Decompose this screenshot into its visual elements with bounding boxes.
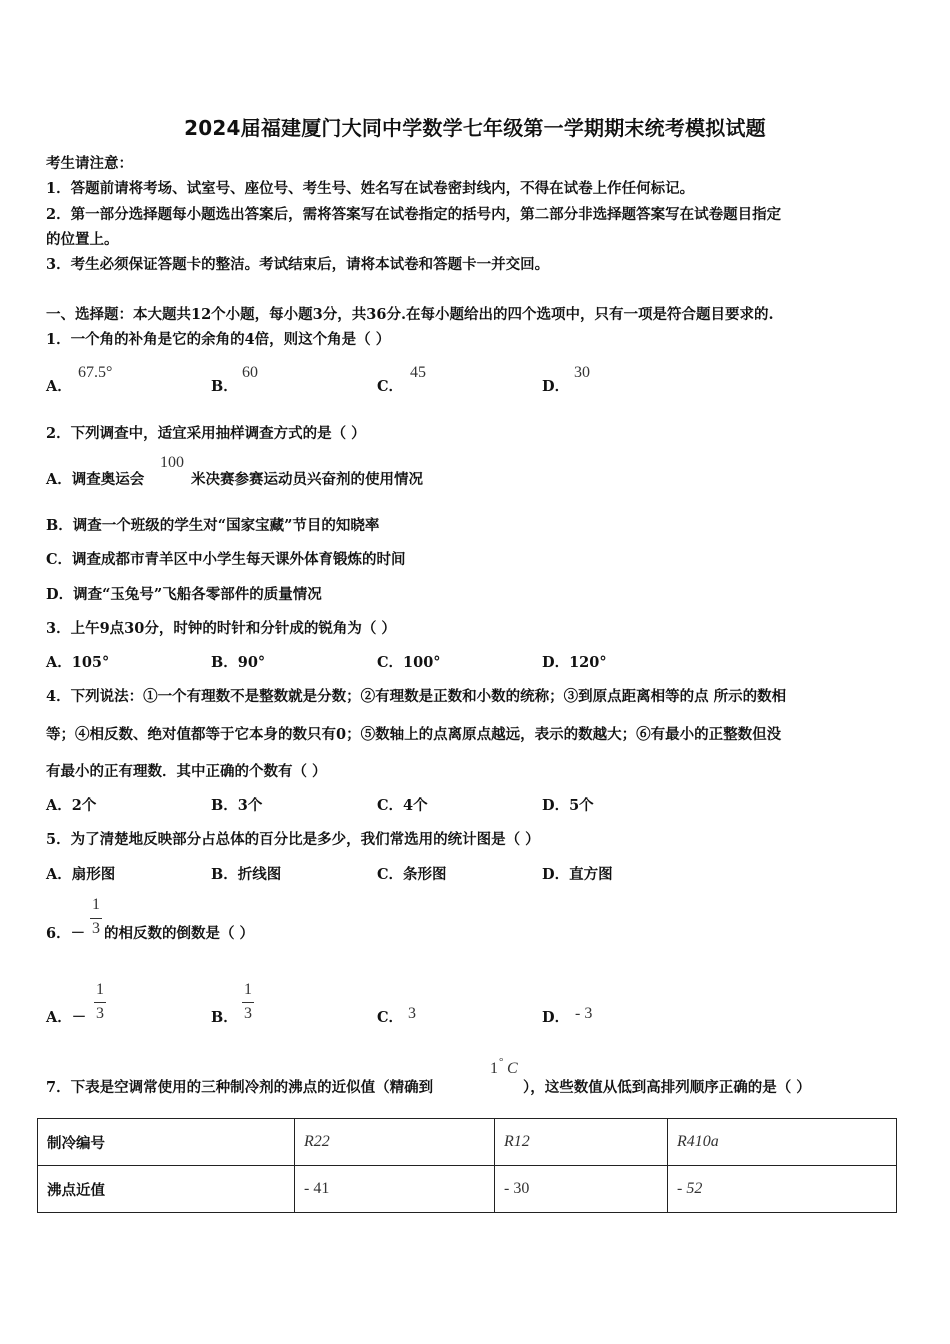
notice-item-2-cont: 的位置上。 — [46, 231, 119, 248]
q7-stem-start: 7．下表是空调常使用的三种制冷剂的沸点的近似值（精确到 — [46, 1079, 434, 1096]
q2-option-a-text: 米决赛参赛运动员兴奋剂的使用情况 — [191, 471, 423, 488]
q5-option-c: C．条形图 — [377, 866, 447, 883]
q2-option-a-label: A．调查奥运会 — [46, 471, 145, 488]
table-cell: R22 — [295, 1119, 495, 1166]
notice-item-1: 1．答题前请将考场、试室号、座位号、考生号、姓名写在试卷密封线内，不得在试卷上作任何标记。 — [46, 180, 695, 197]
table-cell: R12 — [495, 1119, 668, 1166]
q4-option-b: B．3个 — [211, 797, 263, 814]
q2-option-c: C．调查成都市青羊区中小学生每天课外体育锻炼的时间 — [46, 551, 406, 568]
section-heading: 一、选择题：本大题共12个小题，每小题3分，共36分.在每小题给出的四个选项中，只有一项是符合题目要求的. — [46, 306, 774, 323]
q6-option-c-label: C． — [377, 1009, 404, 1026]
q6-fraction-bar — [90, 918, 102, 919]
q4-option-d: D．5个 — [542, 797, 594, 814]
q5-option-d: D．直方图 — [542, 866, 613, 883]
q1-option-d-value: 30 — [574, 364, 590, 381]
notice-heading: 考生请注意： — [46, 155, 133, 172]
table-row — [38, 1166, 897, 1213]
q2-option-b: B．调查一个班级的学生对“国家宝藏”节目的知晓率 — [46, 517, 380, 534]
q6-option-a-label: A．－ — [46, 1009, 87, 1026]
q4-option-c: C．4个 — [377, 797, 428, 814]
q4-line-3: 有最小的正有理数．其中正确的个数有（ ） — [46, 763, 327, 780]
table-cell: - 30 — [495, 1166, 668, 1213]
notice-item-2: 2．第一部分选择题每小题选出答案后，需将答案写在试卷指定的括号内，第二部分非选择题答案写在试卷题目指定 — [46, 206, 782, 223]
q1-option-a-label: A． — [46, 378, 72, 395]
q6-option-a-fraction-bar — [94, 1002, 106, 1003]
q1-option-c-label: C． — [377, 378, 404, 395]
q3-option-a: A．105° — [46, 654, 110, 671]
q6-suffix: 的相反数的倒数是（ ） — [104, 925, 255, 942]
q6-option-d-value: - 3 — [575, 1005, 593, 1022]
q6-option-b-fraction-bar — [242, 1002, 254, 1003]
q7-unit-number: 1 — [490, 1060, 498, 1077]
q4-line-2: 等；④相反数、绝对值都等于它本身的数只有0；⑤数轴上的点离原点越远，表示的数越大；⑥有最小的正整数但没 — [46, 726, 782, 743]
table-header-cell: 制冷编号 — [38, 1119, 295, 1166]
q6-option-b-denominator: 3 — [244, 1005, 252, 1022]
q7-stem-end: ），这些数值从低到高排列顺序正确的是（ ） — [523, 1079, 811, 1096]
q7-unit-celsius: C — [507, 1060, 518, 1077]
refrigerant-table — [37, 1118, 897, 1213]
q2-option-d: D．调查“玉兔号”飞船各零部件的质量情况 — [46, 586, 322, 603]
table-cell: - 52 — [668, 1166, 897, 1213]
q4-line-1: 4．下列说法：①一个有理数不是整数就是分数；②有理数是正数和小数的统称；③到原点距离相等的点 所示的数相 — [46, 688, 787, 705]
q2-stem: 2．下列调查中，适宜采用抽样调查方式的是（ ） — [46, 425, 366, 442]
table-cell: R410a — [668, 1119, 897, 1166]
q1-stem: 1．一个角的补角是它的余角的4倍，则这个角是（ ） — [46, 331, 391, 348]
table-header-cell: 沸点近值 — [38, 1166, 295, 1213]
q5-stem: 5．为了清楚地反映部分占总体的百分比是多少，我们常选用的统计图是（ ） — [46, 831, 540, 848]
q3-option-b: B．90° — [211, 654, 266, 671]
q6-option-d-label: D． — [542, 1009, 570, 1026]
q6-option-b-numerator: 1 — [244, 981, 252, 998]
table-cell: - 41 — [295, 1166, 495, 1213]
q6-option-a-numerator: 1 — [96, 981, 104, 998]
q1-option-a-value: 67.5° — [78, 364, 113, 381]
q1-option-b-label: B． — [211, 378, 238, 395]
q6-option-c-value: 3 — [408, 1005, 416, 1022]
q6-fraction-denominator: 3 — [92, 920, 100, 937]
q6-option-a-denominator: 3 — [96, 1005, 104, 1022]
q3-stem: 3．上午9点30分，时钟的时针和分针成的锐角为（ ） — [46, 620, 396, 637]
page-title: 2024届福建厦门大同中学数学七年级第一学期期末统考模拟试题 — [184, 116, 766, 140]
table-row — [38, 1119, 897, 1166]
q4-option-a: A．2个 — [46, 797, 97, 814]
q6-prefix: 6．－ — [46, 925, 86, 942]
q6-option-b-label: B． — [211, 1009, 238, 1026]
q1-option-c-value: 45 — [410, 364, 426, 381]
q3-option-c: C．100° — [377, 654, 441, 671]
notice-item-3: 3．考生必须保证答题卡的整洁。考试结束后，请将本试卷和答题卡一并交回。 — [46, 256, 550, 273]
q6-fraction-numerator: 1 — [92, 896, 100, 913]
q5-option-b: B．折线图 — [211, 866, 282, 883]
q1-option-b-value: 60 — [242, 364, 258, 381]
q5-option-a: A．扇形图 — [46, 866, 116, 883]
q7-unit-degree: ° — [499, 1056, 504, 1068]
q1-option-d-label: D． — [542, 378, 570, 395]
q2-option-a-number: 100 — [160, 454, 184, 471]
q3-option-d: D．120° — [542, 654, 607, 671]
